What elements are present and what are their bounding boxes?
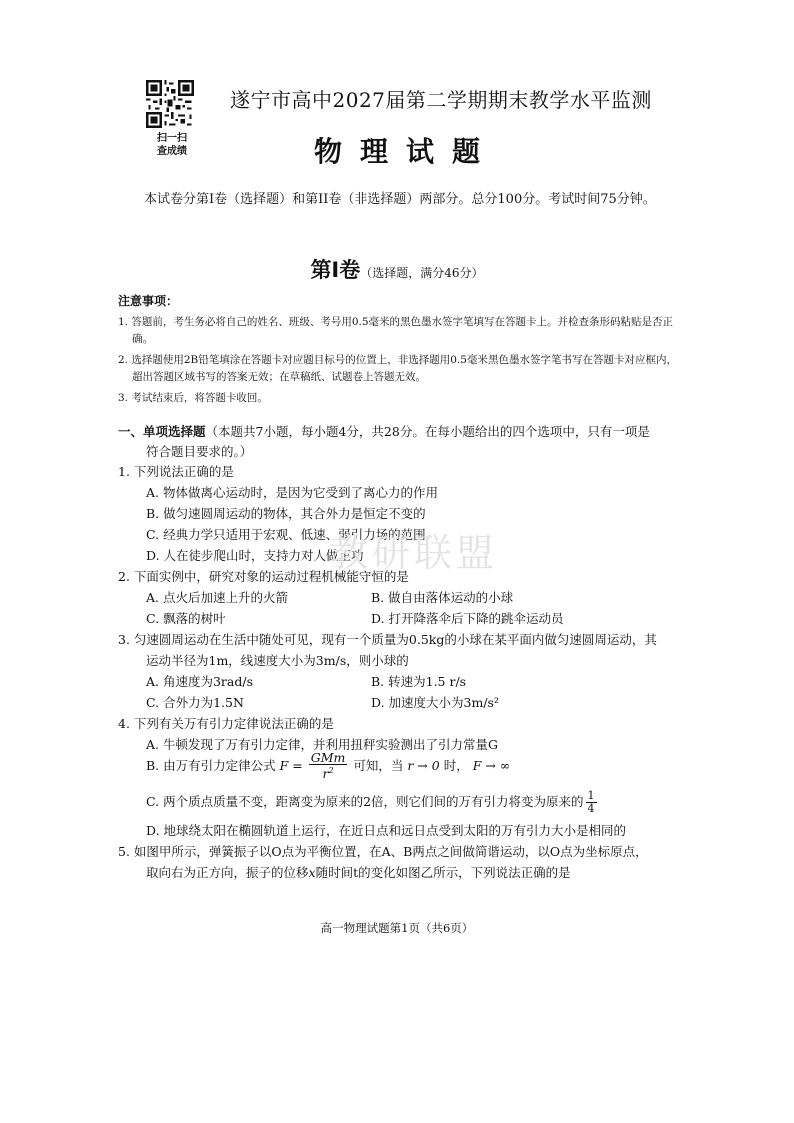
q4-option-b <box>146 748 510 784</box>
q3-option-a: A. 角速度为3rad/s <box>146 674 253 689</box>
qr-caption: 扫一扫 查成绩 <box>157 133 187 157</box>
part1-subtitle: （选择题，满分46分） <box>360 266 484 280</box>
q3-option-d: D. 加速度大小为3m/s² <box>371 695 499 710</box>
section1-label: 一、单项选择题 <box>118 424 206 439</box>
q4-stem: 4. 下列有关万有引力定律说法正确的是 <box>118 716 334 731</box>
notice-item: 2. 选择题使用2B铅笔填涂在答题卡对应题目标号的位置上，非选择题用0.5毫米黑色墨水签字笔书写在答题卡对应框内，超出答题区域书写的答案无效；在草稿纸、试题卷上答题无效。 <box>118 354 677 383</box>
q2-option-d: D. 打开降落伞后下降的跳伞运动员 <box>371 611 564 626</box>
q3-option-b: B. 转速为1.5 r/s <box>371 674 467 689</box>
q2-option-a: A. 点火后加速上升的火箭 <box>146 590 288 605</box>
section1-desc-cont: 符合题目要求的。） <box>146 444 253 459</box>
q3-option-c: C. 合外力为1.5N <box>146 695 244 710</box>
formula-numerator: GMm <box>310 750 346 766</box>
displacement-variable: x <box>308 865 316 880</box>
q4-option-c <box>146 784 599 820</box>
q4-b-mid: 可知，当 <box>353 758 404 773</box>
q5-stem-line1: 5. 如图甲所示，弹簧振子以O点为平衡位置，在A、B两点之间做简谐运动，以O点为坐标原点， <box>118 844 648 859</box>
section1-header <box>118 422 682 462</box>
intro-paragraph: 本试卷分第Ⅰ卷（选择题）和第II卷（非选择题）两部分。总分100分。考试时间75分钟。 <box>144 192 656 207</box>
q2-option-b: B. 做自由落体运动的小球 <box>371 590 514 605</box>
q5-stem-line2: 取向右为正方向，振子的位移x随时间t的变化如图乙所示，下列说法正确的是 <box>146 865 571 880</box>
q1-stem: 1. 下列说法正确的是 <box>118 464 234 479</box>
quarter-fraction: $\frac{1}{4}$ <box>587 789 595 815</box>
q2-option-c: C. 飘落的树叶 <box>146 611 226 626</box>
notice-item: 1. 答题前，考生务必将自己的姓名、班级、考号用0.5毫米的黑色墨水签字笔填写在答题卡上。并检查条形码粘贴是否正确。 <box>118 316 674 345</box>
q4-b-lhs: F = <box>279 758 303 773</box>
exam-title: 物理试题 <box>313 135 498 168</box>
q4-b-result: F → ∞ <box>472 758 511 773</box>
gravitation-formula-fraction <box>309 752 348 780</box>
q4-c-prefix: C. 两个质点质量不变，距离变为原来的2倍，则它们间的万有引力将变为原来的 <box>146 794 584 809</box>
part1-title: 第Ⅰ卷 <box>310 258 361 282</box>
notice-heading: 注意事项： <box>118 294 179 308</box>
part1-heading <box>0 254 794 284</box>
q2-stem: 2. 下面实例中，研究对象的运动过程机械能守恒的是 <box>118 569 409 584</box>
q1-option-a: A. 物体做离心运动时，是因为它受到了离心力的作用 <box>146 485 438 500</box>
q1-option-c: C. 经典力学只适用于宏观、低速、弱引力场的范围 <box>146 527 426 542</box>
q1-option-d: D. 人在徒步爬山时，支持力对人做正功 <box>146 548 364 563</box>
qr-code <box>146 80 194 128</box>
q3-stem-line1: 3. 匀速圆周运动在生活中随处可见，现有一个质量为0.5kg的小球在某平面内做匀速圆周运动，其 <box>118 632 657 647</box>
formula-denominator: $r^2$ <box>322 766 334 782</box>
page-footer: 高一物理试题第1页（共6页） <box>320 921 474 935</box>
school-exam-line: 遂宁市高中2027届第二学期期末教学水平监测 <box>230 88 652 112</box>
notice-item: 3. 考试结束后，将答题卡收回。 <box>118 392 268 404</box>
section1-desc: （本题共7小题，每小题4分，共28分。在每小题给出的四个选项中，只有一项是 <box>205 424 650 439</box>
q4-b-condition: r → 0 <box>407 758 440 773</box>
q4-b-mid2: 时， <box>443 758 469 773</box>
q4-option-d: D. 地球绕太阳在椭圆轨道上运行，在近日点和远日点受到太阳的万有引力大小是相同的 <box>146 823 627 838</box>
q3-stem-line2: 运动半径为1m，线速度大小为3m/s，则小球的 <box>146 653 409 668</box>
notice-list <box>118 314 682 411</box>
q1-option-b: B. 做匀速圆周运动的物体，其合外力是恒定不变的 <box>146 506 426 521</box>
q4-b-prefix: B. 由万有引力定律公式 <box>146 758 276 773</box>
watermark: 教研联盟 <box>330 531 499 575</box>
q4-option-a: A. 牛顿发现了万有引力定律，并利用扭秤实验测出了引力常量G <box>146 737 498 752</box>
